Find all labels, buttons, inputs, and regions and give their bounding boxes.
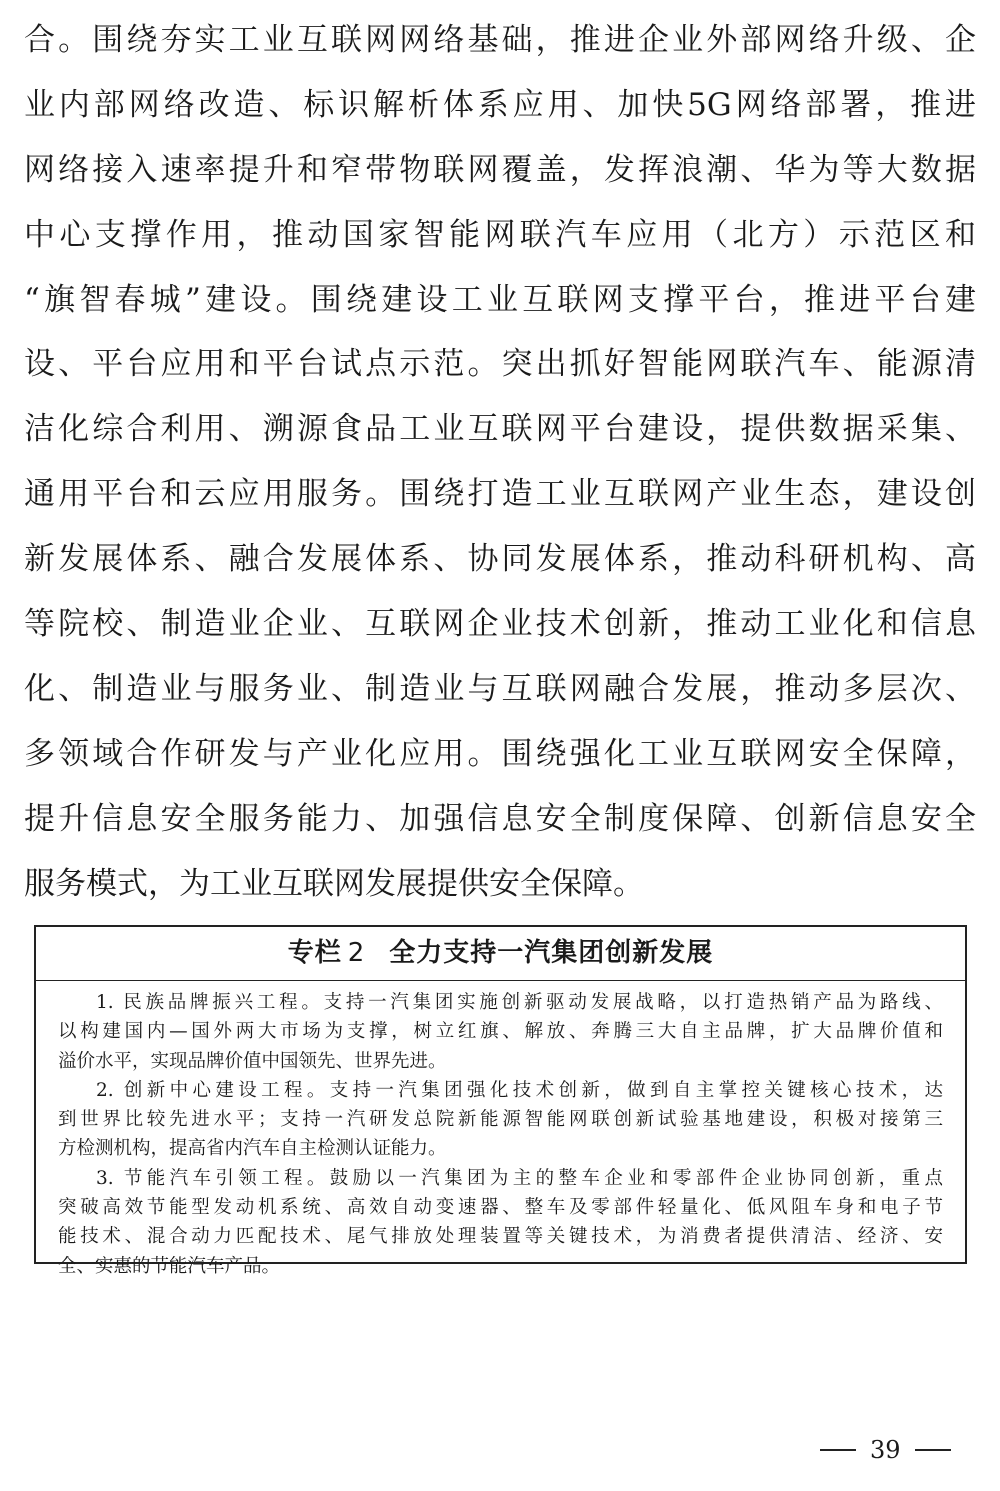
body-line: 化、制造业与服务业、制造业与互联网融合发展，推动多层次、 xyxy=(24,670,976,707)
body-line: 多领域合作研发与产业化应用。围绕强化工业互联网安全保障， xyxy=(24,735,976,772)
body-line: 等院校、制造业企业、互联网企业技术创新，推动工业化和信息 xyxy=(24,606,976,643)
body-line: 设、平台应用和平台试点示范。突出抓好智能网联汽车、能源清 xyxy=(24,346,976,383)
body-line: 新发展体系、融合发展体系、协同发展体系，推动科研机构、高 xyxy=(24,541,976,578)
body-line: 提升信息安全服务能力、加强信息安全制度保障、创新信息安全 xyxy=(24,800,976,837)
body-text xyxy=(24,8,976,916)
body-line: “旗智春城”建设。围绕建设工业互联网支撑平台，推进平台建 xyxy=(24,281,976,318)
box-line: 1. 民族品牌振兴工程。支持一汽集团实施创新驱动发展战略，以打造热销产品为路线、 xyxy=(96,992,943,1013)
box-label: 专栏 xyxy=(287,938,342,968)
box-title xyxy=(36,927,965,981)
body-line: 业内部网络改造、标识解析体系应用、加快5G网络部署，推进 xyxy=(24,86,976,123)
box-line: 突破高效节能型发动机系统、高效自动变速器、整车及零部件轻量化、低风阻车身和电子节 xyxy=(58,1197,943,1219)
box-line: 方检测机构，提高省内汽车自主检测认证能力。 xyxy=(58,1138,447,1160)
box-line: 以构建国内—国外两大市场为支撑，树立红旗、解放、奔腾三大自主品牌，扩大品牌价值和 xyxy=(58,1021,943,1043)
box-line: 溢价水平，实现品牌价值中国领先、世界先进。 xyxy=(58,1050,447,1072)
special-column-box xyxy=(34,925,967,1277)
box-line: 到世界比较先进水平；支持一汽研发总院新能源智能网联创新试验基地建设，积极对接第三 xyxy=(58,1109,943,1131)
box-line: 全、实惠的节能汽车产品。 xyxy=(58,1255,281,1277)
page-dash-right xyxy=(915,1449,951,1451)
body-line: 网络接入速率提升和窄带物联网覆盖，发挥浪潮、华为等大数据 xyxy=(24,151,976,188)
box-line: 3. 节能汽车引领工程。鼓励以一汽集团为主的整车企业和零部件企业协同创新，重点 xyxy=(96,1167,943,1189)
body-line: 洁化综合利用、溯源食品工业互联网平台建设，提供数据采集、 xyxy=(24,411,976,448)
page-number-text: 39 xyxy=(870,1436,901,1464)
body-line: 中心支撑作用，推动国家智能网联汽车应用（北方）示范区和 xyxy=(24,216,976,253)
page-dash-left xyxy=(820,1449,856,1451)
box-line: 2. 创新中心建设工程。支持一汽集团强化技术创新，做到自主掌控关键核心技术，达 xyxy=(96,1079,943,1101)
body-line: 服务模式，为工业互联网发展提供安全保障。 xyxy=(24,865,644,902)
body-line: 合。围绕夯实工业互联网网络基础，推进企业外部网络升级、企 xyxy=(24,22,976,58)
box-body xyxy=(36,981,965,1281)
box-line: 能技术、混合动力匹配技术、尾气排放处理装置等关键技术，为消费者提供清洁、经济、安 xyxy=(58,1226,943,1248)
box-heading: 全力支持一汽集团创新发展 xyxy=(389,938,714,968)
page-number xyxy=(820,1430,970,1470)
body-line: 通用平台和云应用服务。围绕打造工业互联网产业生态，建设创 xyxy=(24,476,976,513)
box-number: 2 xyxy=(347,938,366,968)
